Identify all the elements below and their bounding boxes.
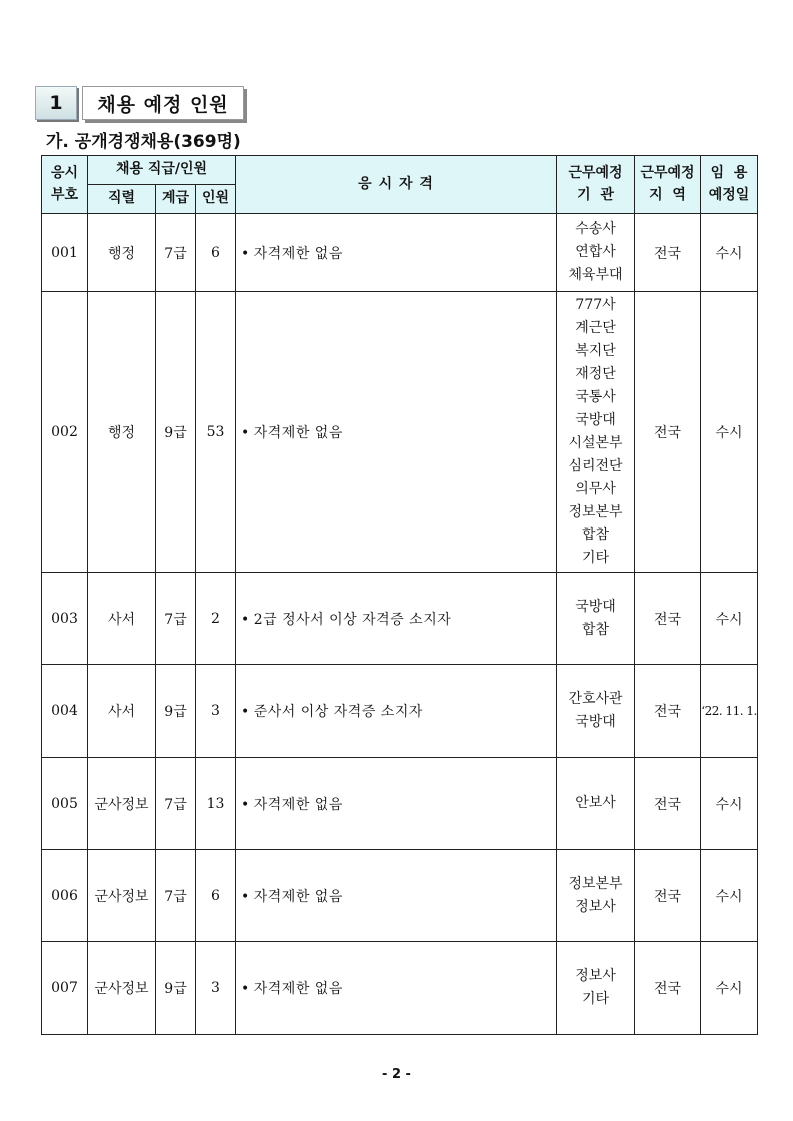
agency-name: 국통사 [575,389,616,405]
region: 전국 [635,292,701,573]
appointment-date: 수시 [701,573,758,665]
series: 사서 [88,665,156,758]
agency-name: 합참 [582,621,610,638]
table-row [42,665,758,758]
qualification-text: 자격제한 없음 [253,245,343,262]
agency-name: 의무사 [575,481,616,497]
agency-name: 수송사 [575,221,616,237]
region: 전국 [635,850,701,942]
exam-code: 005 [42,758,88,850]
qualification [236,942,557,1035]
exam-code: 002 [42,292,88,573]
appointment-date: 수시 [701,214,758,292]
grade: 7급 [156,214,196,292]
series: 사서 [88,573,156,665]
subsection-title: 가. 공개경쟁채용(369명) [46,132,241,152]
agency-list [557,850,635,942]
recruitment-table [41,155,758,1035]
bullet: • [241,704,250,720]
agency-list [557,214,635,292]
exam-code: 006 [42,850,88,942]
count: 53 [196,292,236,573]
appointment-date: ‘22. 11. 1. [701,665,758,758]
agency-name: 정보본부 [568,504,623,520]
agency-name: 국방대 [575,412,616,428]
header-agency: 근무예정 기 관 [557,156,635,214]
grade: 7급 [156,573,196,665]
region: 전국 [635,758,701,850]
agency-name: 계근단 [575,320,616,336]
series: 군사정보 [88,758,156,850]
page-number: - 2 - [382,1067,411,1082]
series: 행정 [88,214,156,292]
agency-name: 국방대 [575,714,616,730]
agency-name: 기타 [582,991,610,1007]
series: 행정 [88,292,156,573]
appointment-date: 수시 [701,942,758,1035]
agency-name: 정보사 [575,898,616,915]
agency-list [557,758,635,850]
agency-name: 재정단 [575,366,616,382]
appointment-date: 수시 [701,850,758,942]
agency-name: 기타 [582,550,610,566]
grade: 7급 [156,850,196,942]
agency-name: 연합사 [575,244,616,260]
grade: 7급 [156,758,196,850]
agency-name: 정보사 [575,968,616,984]
table-row [42,850,758,942]
table-row [42,292,758,573]
agency-list [557,665,635,758]
region: 전국 [635,573,701,665]
agency-list [557,942,635,1035]
header-region: 근무예정 지 역 [635,156,701,214]
bullet: • [241,796,250,813]
count: 3 [196,942,236,1035]
count: 13 [196,758,236,850]
appointment-date: 수시 [701,758,758,850]
header-grade: 계급 [156,185,196,214]
bullet: • [241,611,250,628]
qualification-text: 자격제한 없음 [253,425,343,441]
qualification-text: 자격제한 없음 [253,981,343,997]
agency-name: 777사 [575,297,616,313]
count: 2 [196,573,236,665]
agency-name: 체육부대 [568,267,623,283]
section-number: 1 [35,86,77,120]
series: 군사정보 [88,942,156,1035]
agency-name: 심리전단 [568,458,623,474]
section-title: 채용 예정 인원 [82,86,244,120]
agency-list [557,292,635,573]
region: 전국 [635,665,701,758]
series: 군사정보 [88,850,156,942]
agency-name: 복지단 [575,343,616,359]
bullet: • [241,981,250,997]
header-position-group: 채용 직급/인원 [88,156,236,185]
agency-name: 합참 [582,527,610,543]
qualification-text: 자격제한 없음 [253,796,343,813]
exam-code: 001 [42,214,88,292]
agency-name: 정보본부 [568,875,623,892]
header-exam-no: 응시 부호 [42,156,88,214]
header-date: 임 용 예정일 [701,156,758,214]
bullet: • [241,888,250,905]
grade: 9급 [156,665,196,758]
table-row [42,573,758,665]
qualification-text: 자격제한 없음 [253,888,343,905]
region: 전국 [635,214,701,292]
table-row [42,214,758,292]
grade: 9급 [156,292,196,573]
header-qualification: 응 시 자 격 [236,156,557,214]
agency-name: 국방대 [575,598,616,615]
qualification [236,758,557,850]
appointment-date: 수시 [701,292,758,573]
grade: 9급 [156,942,196,1035]
header-count: 인원 [196,185,236,214]
count: 3 [196,665,236,758]
qualification-text: 준사서 이상 자격증 소지자 [253,704,423,720]
exam-code: 007 [42,942,88,1035]
region: 전국 [635,942,701,1035]
table-row [42,942,758,1035]
header-series: 직렬 [88,185,156,214]
exam-code: 004 [42,665,88,758]
bullet: • [241,245,250,262]
table-row [42,758,758,850]
qualification [236,292,557,573]
qualification [236,573,557,665]
qualification [236,214,557,292]
agency-name: 시설본부 [568,435,623,451]
agency-name: 안보사 [575,795,616,811]
exam-code: 003 [42,573,88,665]
qualification [236,850,557,942]
count: 6 [196,214,236,292]
agency-list [557,573,635,665]
qualification-text: 2급 정사서 이상 자격증 소지자 [253,611,452,628]
agency-name: 간호사관 [568,691,623,707]
count: 6 [196,850,236,942]
qualification [236,665,557,758]
bullet: • [241,425,250,441]
